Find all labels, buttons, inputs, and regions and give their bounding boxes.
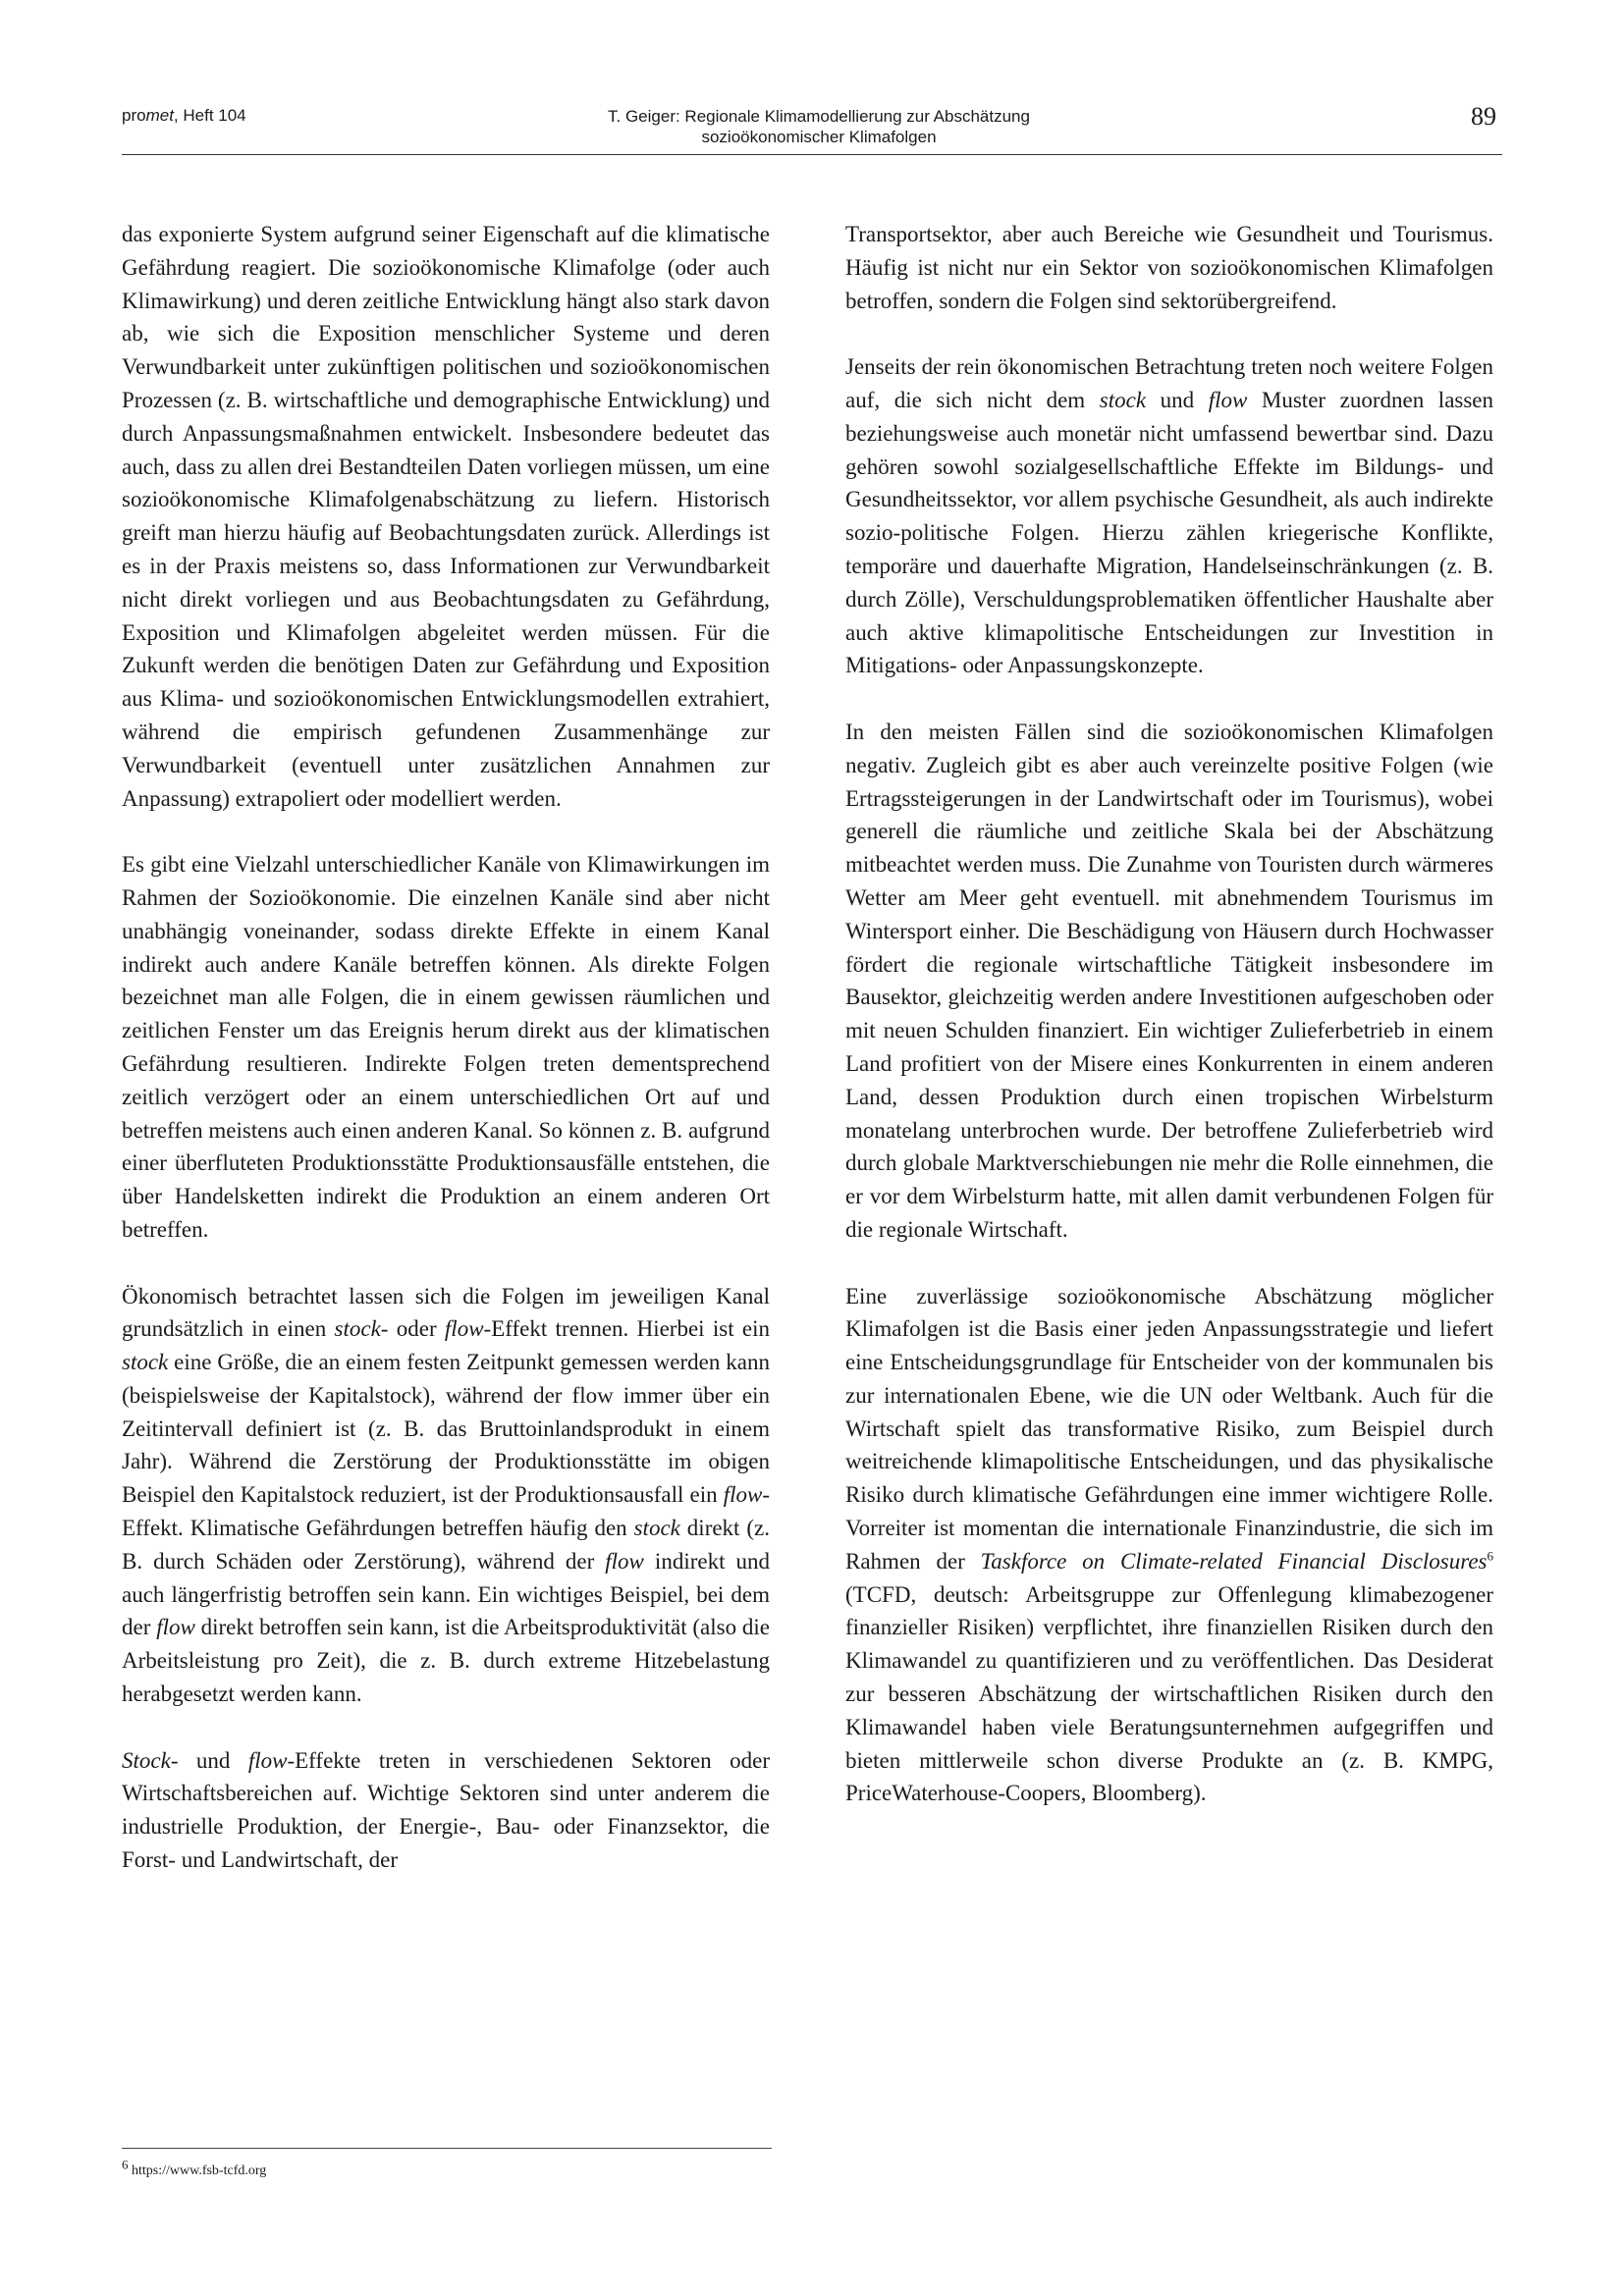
text-run: -Effekt. Klimatische Gefährdungen betreffen häufig den [122, 1482, 770, 1541]
running-title-line-2: sozioökonomischer Klimafolgen [701, 128, 937, 146]
paragraph [122, 1744, 770, 1877]
footnote-ref[interactable]: 6 [1487, 1548, 1493, 1564]
italic-term: flow [444, 1316, 484, 1342]
running-header [122, 102, 1502, 157]
paragraph [122, 1280, 770, 1711]
italic-term: stock [122, 1350, 169, 1375]
text-run: - oder [380, 1316, 445, 1342]
italic-term: flow [156, 1615, 195, 1640]
left-column [122, 218, 770, 1877]
italic-term: flow [605, 1548, 644, 1574]
italic-term: stock [334, 1316, 381, 1342]
text-run: -Effekt trennen. Hierbei ist ein [483, 1316, 770, 1342]
header-rule [122, 154, 1502, 155]
italic-term: stock [1099, 387, 1147, 412]
paragraph: Transportsektor, aber auch Bereiche wie Gesundheit und Tourismus. Häufig ist nicht nur ein Sektor von sozioökonomischen Klimafolgen betroffen, sondern die Folgen sind sektorübergreifend. [845, 222, 1493, 313]
running-title-line-1: T. Geiger: Regionale Klimamodellierung zur Abschätzung [608, 107, 1030, 126]
text-run: Ökonomisch betrachtet lassen sich die Folgen im jeweiligen Kanal grundsätzlich in einen [122, 1283, 770, 1342]
journal-issue: , Heft 104 [173, 106, 246, 125]
footnote-rule [122, 2148, 772, 2149]
running-title [544, 106, 1094, 147]
text-run: direkt (z. B. durch Schäden oder Zerstörung), während der [122, 1516, 770, 1574]
paragraph: das exponierte System aufgrund seiner Eigenschaft auf die klimatische Gefährdung reagiert. Die sozioökonomische Klimafolge (oder auch Klimawirkung) und deren zeitliche Entwicklung hängt also stark davon ab, wie sich die Exposition menschlicher Systeme und deren Verwundbarkeit unter zukünftigen politischen und sozioökonomischen Prozessen (z. B. wirtschaftliche und demographische Entwicklung) und durch Anpassungsmaßnahmen entwickelt. Insbesondere bedeutet das auch, dass zu allen drei Bestandteilen Daten vorliegen müssen, um eine sozioökonomische Klimafolgenabschätzung zu liefern. Historisch greift man hierzu häufig auf Beobachtungsdaten zurück. Allerdings ist es in der Praxis meistens so, dass Informationen zur Verwundbarkeit nicht direkt vorliegen und aus Beobachtungsdaten zu Gefährdung, Exposition und Klimafolgen abgeleitet werden müssen. Für die Zukunft werden die benötigen Daten zur Gefährdung und Exposition aus Klima- und sozioökonomischen Entwicklungsmodellen extrahiert, während die empirisch gefundenen Zusammenhänge zur Verwundbarkeit (eventuell unter zusätzlichen Annahmen zur Anpassung) extrapoliert oder modelliert werden. [122, 222, 770, 811]
text-run: Eine zuverlässige sozioökonomische Abschätzung möglicher Klimafolgen ist die Basis einer jeden Anpassungsstrategie und liefert eine Entscheidungsgrundlage für Entscheider von der kommunalen bis zur internationalen Ebene, wie die UN oder Weltbank. Auch für die Wirtschaft spielt das transformative Risiko, zum Beispiel durch weitreichende klimapolitische Entscheidungen, und das physikalische Risiko durch klimatische Gefährdungen eine immer wichtigere Rolle. Vorreiter ist momentan die internationale Finanzindustrie, die sich im Rahmen der [845, 1283, 1493, 1574]
italic-term: flow [1208, 387, 1248, 412]
italic-term: stock [633, 1516, 680, 1541]
paragraph [845, 350, 1493, 682]
paragraph: Es gibt eine Vielzahl unterschiedlicher Kanäle von Klimawirkungen im Rahmen der Sozioökonomie. Die einzelnen Kanäle sind aber nicht unabhängig voneinander, sodass direkte Effekte in einem Kanal indirekt auch andere Kanäle betreffen können. Als direkte Folgen bezeichnet man alle Folgen, die in einem gewissen räumlichen und zeitlichen Fenster um das Ereignis herum direkt aus der klimatischen Gefährdung resultieren. Indirekte Folgen treten dementsprechend zeitlich verzögert oder an einem unterschiedlichen Ort auf und betreffen meistens auch einen anderen Kanal. So können z. B. aufgrund einer überfluteten Produktionsstätte Produktionsausfälle entstehen, die über Handelsketten indirekt die Produktion an einem anderen Ort betreffen. [122, 852, 770, 1242]
text-run: Jenseits der rein ökonomischen Betrachtung treten noch weitere Folgen auf, die sich nicht dem [845, 354, 1493, 412]
text-run: - und [170, 1747, 248, 1773]
italic-term: flow [247, 1747, 288, 1773]
text-run: indirekt und auch längerfristig betroffen sein kann. Ein wichtiges Beispiel, bei dem der [122, 1548, 770, 1640]
italic-term: flow [723, 1482, 763, 1508]
page-number: 89 [1471, 102, 1496, 131]
journal-name-italic: met [145, 106, 174, 125]
italic-term: Taskforce on Climate-related Financial Disclosures [980, 1548, 1488, 1574]
footnote-link[interactable]: https://www.fsb-tcfd.org [128, 2163, 267, 2178]
text-run: (TCFD, deutsch: Arbeitsgruppe zur Offenlegung klimabezogener finanzieller Risiken) verpflichtet, ihre finanziellen Risiken durch den Klimawandel zu quantifizieren und zu veröffentlichen. Das Desiderat zur besseren Abschätzung der wirtschaftlichen Risiken durch den Klimawandel haben viele Beratungsunternehmen aufgegriffen und bieten mittlerweile schon diverse Produkte an (z. B. KMPG, PriceWaterhouse-Coopers, Bloomberg). [845, 1581, 1493, 1806]
text-run: eine Größe, die an einem festen Zeitpunkt gemessen werden kann (beispielsweise der Kapitalstock), während der flow immer über ein Zeitintervall definiert ist (z. B. das Bruttoinlandsprodukt in einem Jahr). Während die Zerstörung der Produktionsstätte im obigen Beispiel den Kapitalstock reduziert, ist der Produktionsausfall ein [122, 1350, 770, 1508]
italic-term: Stock [122, 1747, 171, 1773]
right-column [845, 218, 1493, 1810]
journal-name-prefix: pro [122, 106, 146, 125]
paragraph: In den meisten Fällen sind die sozioökonomischen Klimafolgen negativ. Zugleich gibt es aber auch vereinzelte positive Folgen (wie Ertragssteigerungen in der Landwirtschaft oder im Tourismus), wobei generell die räumliche und zeitliche Skala bei der Abschätzung mitbeachtet werden muss. Die Zunahme von Touristen durch wärmeres Wetter am Meer geht eventuell. mit abnehmendem Tourismus im Wintersport einher. Die Beschädigung von Häusern durch Hochwasser fördert die regionale wirtschaftliche Tätigkeit insbesondere im Bausektor, gleichzeitig werden andere Investitionen aufgeschoben oder mit neuen Schulden finanziert. Ein wichtiger Zulieferbetrieb in einem Land profitiert von der Misere eines Konkurrenten in einem anderen Land, dessen Produktion durch einen tropischen Wirbelsturm monatelang unterbrochen wurde. Der betroffene Zulieferbetrieb wird durch globale Marktverschiebungen nie mehr die Rolle einnehmen, die er vor dem Wirbelsturm hatte, mit allen damit verbundenen Folgen für die regionale Wirtschaft. [845, 719, 1493, 1242]
paragraph [845, 1280, 1493, 1811]
text-run: direkt betroffen sein kann, ist die Arbeitsproduktivität (also die Arbeitsleistung pro Zeit), die z. B. durch extreme Hitzebelastung herabgesetzt werden kann. [122, 1615, 771, 1707]
text-run: Muster zuordnen lassen beziehungsweise auch monetär nicht umfassend bewertbar sind. Dazu gehören sowohl sozialgesellschaftliche Effekte im Bildungs- und Gesundheitssektor, vor allem psychische Gesundheit, als auch indirekte sozio-politische Folgen. Hierzu zählen kriegerische Konflikte, temporäre und dauerhafte Migration, Handelseinschränkungen (z. B. durch Zölle), Verschuldungsproblematiken öffentlicher Haushalte aber auch aktive klimapolitische Entscheidungen zur Investition in Mitigations- oder Anpassungskonzepte. [845, 387, 1494, 678]
text-run: und [1146, 387, 1209, 412]
footnote [122, 2157, 267, 2179]
text-run: -Effekte treten in verschiedenen Sektoren oder Wirtschaftsbereichen auf. Wichtige Sektoren sind unter anderem die industrielle Produktion, der Energie-, Bau- oder Finanzsektor, die Forst- und Landwirtschaft, der [122, 1747, 770, 1873]
footnote-number: 6 [122, 2157, 129, 2172]
journal-name [122, 106, 246, 126]
